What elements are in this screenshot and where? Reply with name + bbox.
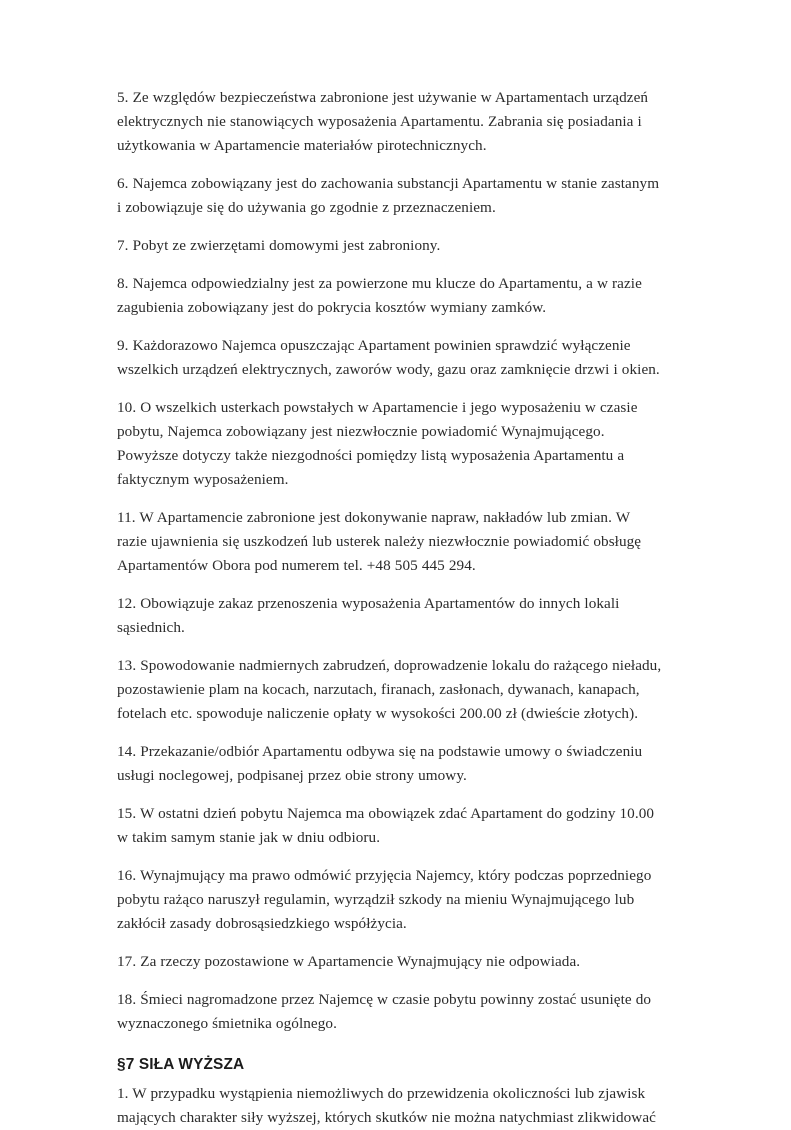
section-heading-sila-wyzsza: §7 SIŁA WYŻSZA xyxy=(117,1056,245,1073)
document-text-column xyxy=(117,86,662,1130)
paragraph-item-14: 14. Przekazanie/odbiór Apartamentu odbywa się na podstawie umowy o świadczeniu usługi noclegowej, podpisanej przez obie strony umowy. xyxy=(117,743,643,784)
paragraph-item-8: 8. Najemca odpowiedzialny jest za powierzone mu klucze do Apartamentu, a w razie zagubienia zobowiązany jest do pokrycia kosztów wymiany zamków. xyxy=(117,275,642,316)
paragraph-item-10: 10. O wszelkich usterkach powstałych w Apartamencie i jego wyposażeniu w czasie pobytu, Najemca zobowiązany jest niezwłocznie powiadomić Wynajmującego. Powyższe dotyczy także niezgodności pomiędzy listą wyposażenia Apartamentu a faktycznym wyposażeniem. xyxy=(117,399,638,488)
paragraph-item-9: 9. Każdorazowo Najemca opuszczając Apartament powinien sprawdzić wyłączenie wszelkich urządzeń elektrycznych, zaworów wody, gazu oraz zamknięcie drzwi i okien. xyxy=(117,337,660,378)
paragraph-item-18: 18. Śmieci nagromadzone przez Najemcę w czasie pobytu powinny zostać usunięte do wyznaczonego śmietnika ogólnego. xyxy=(117,991,652,1032)
paragraph-item-16: 16. Wynajmujący ma prawo odmówić przyjęcia Najemcy, który podczas poprzedniego pobytu rażąco naruszył regulamin, wyrządził szkody na mieniu Wynajmującego lub zakłócił zasady dobrosąsiedzkiego współżycia. xyxy=(117,867,652,932)
paragraph-item-11: 11. W Apartamencie zabronione jest dokonywanie napraw, nakładów lub zmian. W razie ujawnienia się uszkodzeń lub usterek należy niezwłocznie powiadomić obsługę Apartamentów Obora pod numerem tel. +48 505 445 294. xyxy=(117,509,642,574)
paragraph-item-13: 13. Spowodowanie nadmiernych zabrudzeń, doprowadzenie lokalu do rażącego nieładu, pozostawienie plam na kocach, narzutach, firanach, zasłonach, dywanach, kanapach, fotelach etc. spowoduje naliczenie opłaty w wysokości 200.00 zł (dwieście złotych). xyxy=(117,657,662,722)
paragraph-section7-item-1: 1. W przypadku wystąpienia niemożliwych do przewidzenia okoliczności lub zjawisk mających charakter siły wyższej, których skutków nie można natychmiast zlikwidować xyxy=(117,1085,656,1126)
paragraph-item-6: 6. Najemca zobowiązany jest do zachowania substancji Apartamentu w stanie zastanym i zobowiązuje się do używania go zgodnie z przeznaczeniem. xyxy=(117,175,660,216)
paragraph-item-15: 15. W ostatni dzień pobytu Najemca ma obowiązek zdać Apartament do godziny 10.00 w takim samym stanie jak w dniu odbioru. xyxy=(117,805,655,846)
paragraph-item-12: 12. Obowiązuje zakaz przenoszenia wyposażenia Apartamentów do innych lokali sąsiednich. xyxy=(117,595,620,636)
paragraph-item-5: 5. Ze względów bezpieczeństwa zabronione jest używanie w Apartamentach urządzeń elektrycznych nie stanowiących wyposażenia Apartamentu. Zabrania się posiadania i użytkowania w Apartamencie materiałów pirotechnicznych. xyxy=(117,89,649,154)
paragraph-item-7: 7. Pobyt ze zwierzętami domowymi jest zabroniony. xyxy=(117,237,441,254)
paragraph-item-17: 17. Za rzeczy pozostawione w Apartamencie Wynajmujący nie odpowiada. xyxy=(117,953,581,970)
